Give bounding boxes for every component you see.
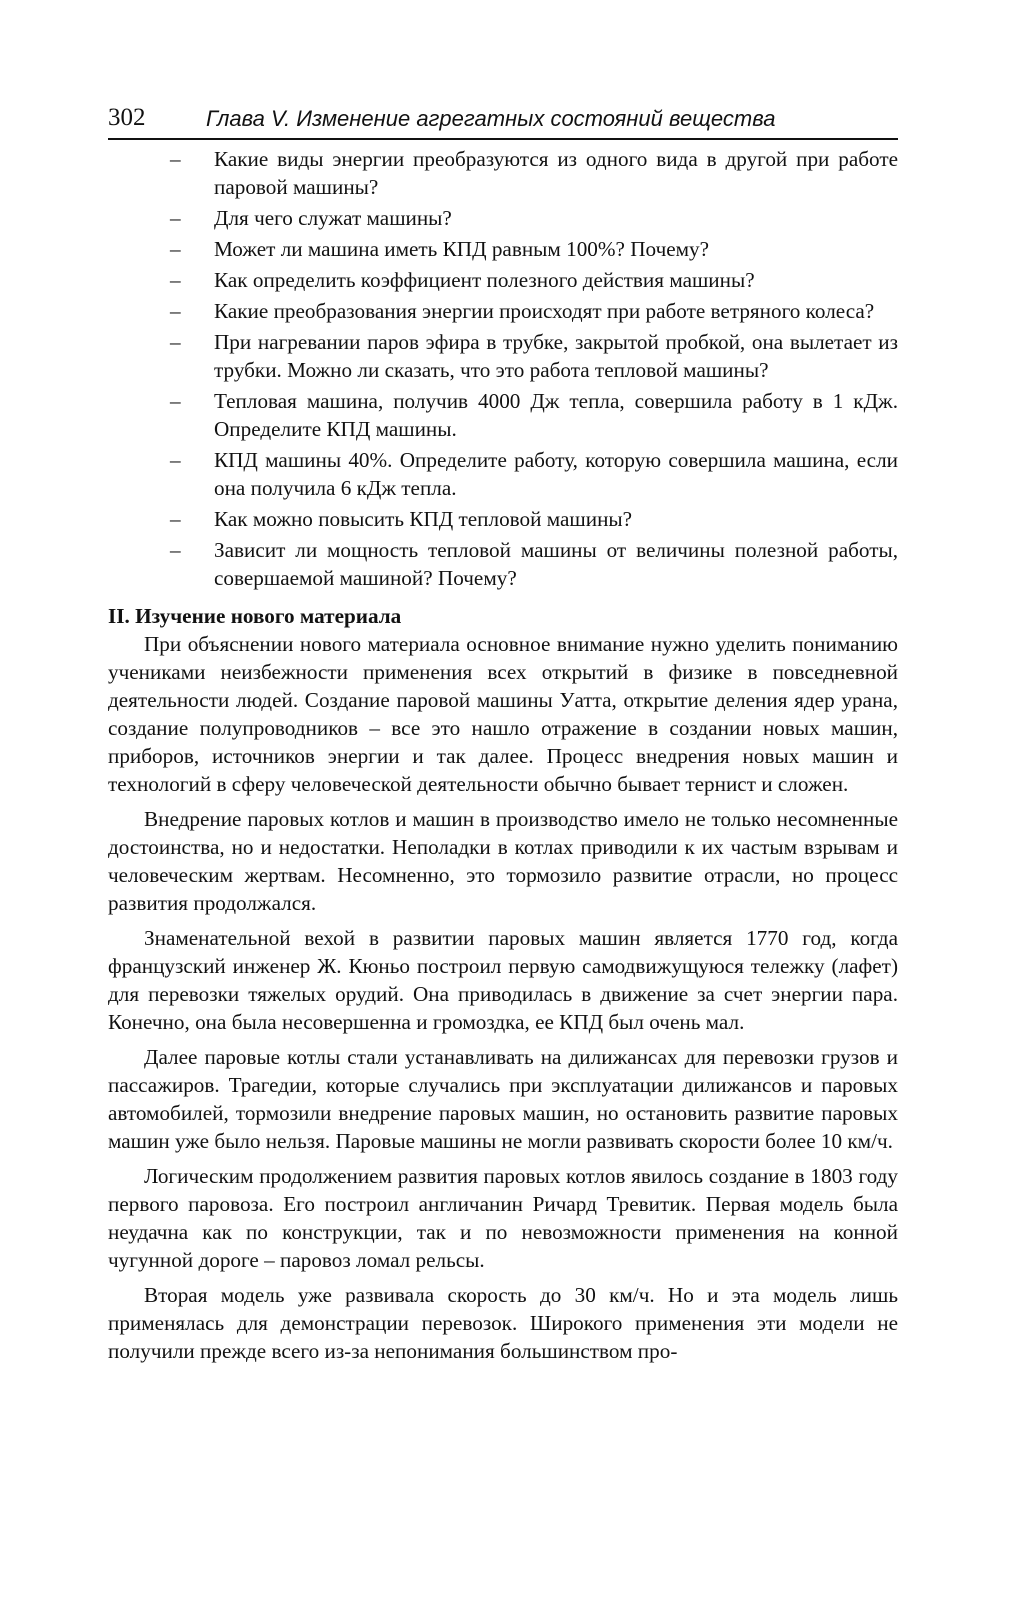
body-paragraph: При объяснении нового материала основное внимание нужно уделить пониманию учениками неизбежности применения всех открытий в физике в повседневной деятельности людей. Создание паровой машины Уатта, открытие деления ядер урана, создание полупроводников – все это нашло отражение в создании новых машин, приборов, источников энергии и так далее. Процесс внедрения новых машин и технологий в сферу человеческой деятельности обычно бывает тернист и сложен.: [108, 632, 898, 796]
question-text: Какие преобразования энергии происходят при работе ветряного колеса?: [214, 299, 875, 323]
question-text: Какие виды энергии преобразуются из одного вида в другой при работе паровой машины?: [214, 147, 898, 199]
question-item: [108, 387, 898, 443]
list-dash: –: [170, 268, 181, 292]
section-heading: II. Изучение нового материала: [108, 604, 402, 628]
question-item: [108, 145, 898, 201]
body-paragraph: Далее паровые котлы стали устанавливать на дилижансах для перевозки грузов и пассажиров. Трагедии, которые случались при эксплуатации дилижансов и паровых автомобилей, тормозили внедрение паровых машин, но остановить развитие паровых машин уже было нельзя. Паровые машины не могли развивать скорости более 10 км/ч.: [108, 1045, 898, 1153]
list-dash: –: [170, 507, 181, 531]
question-text: Как можно повысить КПД тепловой машины?: [214, 507, 633, 531]
list-dash: –: [170, 389, 181, 413]
list-dash: –: [170, 448, 181, 472]
question-list: [108, 145, 898, 592]
question-text: Для чего служат машины?: [214, 206, 452, 230]
question-text: Как определить коэффициент полезного действия машины?: [214, 268, 755, 292]
page-content: [108, 145, 898, 1372]
running-title: Глава V. Изменение агрегатных состояний вещества: [206, 106, 776, 131]
body-paragraph: Знаменательной вехой в развитии паровых машин является 1770 год, когда французский инженер Ж. Кюньо построил первую самодвижущуюся тележку (лафет) для перевозки тяжелых орудий. Она приводилась в движение за счет энергии пара. Конечно, она была несовершенна и громоздка, ее КПД был очень мал.: [108, 926, 898, 1034]
body-paragraph: Внедрение паровых котлов и машин в производство имело не только несомненные достоинства, но и недостатки. Неполадки в котлах приводили к их частым взрывам и человеческим жертвам. Несомненно, это тормозило развитие отрасли, но процесс развития продолжался.: [108, 807, 898, 915]
question-item: [108, 297, 898, 325]
list-dash: –: [170, 538, 181, 562]
question-item: [108, 446, 898, 502]
question-item: [108, 204, 898, 232]
question-item: [108, 328, 898, 384]
question-item: [108, 536, 898, 592]
list-dash: –: [170, 206, 181, 230]
list-dash: –: [170, 299, 181, 323]
list-dash: –: [170, 237, 181, 261]
question-text: Тепловая машина, получив 4000 Дж тепла, совершила работу в 1 кДж. Определите КПД машины.: [214, 389, 898, 441]
list-dash: –: [170, 147, 181, 171]
list-dash: –: [170, 330, 181, 354]
page-header: [108, 102, 898, 140]
question-text: Зависит ли мощность тепловой машины от величины полезной работы, совершаемой машиной? Почему?: [214, 538, 898, 590]
body-paragraph: Логическим продолжением развития паровых котлов явилось создание в 1803 году первого паровоза. Его построил англичанин Ричард Тревитик. Первая модель была неудачна как по конструкции, так и по невозможности применения на конной чугунной дороге – паровоз ломал рельсы.: [108, 1164, 898, 1272]
question-item: [108, 505, 898, 533]
question-text: Может ли машина иметь КПД равным 100%? Почему?: [214, 237, 710, 261]
question-text: При нагревании паров эфира в трубке, закрытой пробкой, она вылетает из трубки. Можно ли сказать, что это работа тепловой машины?: [214, 330, 898, 382]
body-paragraph: Вторая модель уже развивала скорость до 30 км/ч. Но и эта модель лишь применялась для демонстрации перевозок. Широкого применения эти модели не получили прежде всего из-за непонимания большинством про-: [108, 1283, 898, 1363]
question-text: КПД машины 40%. Определите работу, которую совершила машина, если она получила 6 кДж тепла.: [214, 448, 898, 500]
question-item: [108, 235, 898, 263]
page-number: 302: [108, 104, 146, 131]
question-item: [108, 266, 898, 294]
